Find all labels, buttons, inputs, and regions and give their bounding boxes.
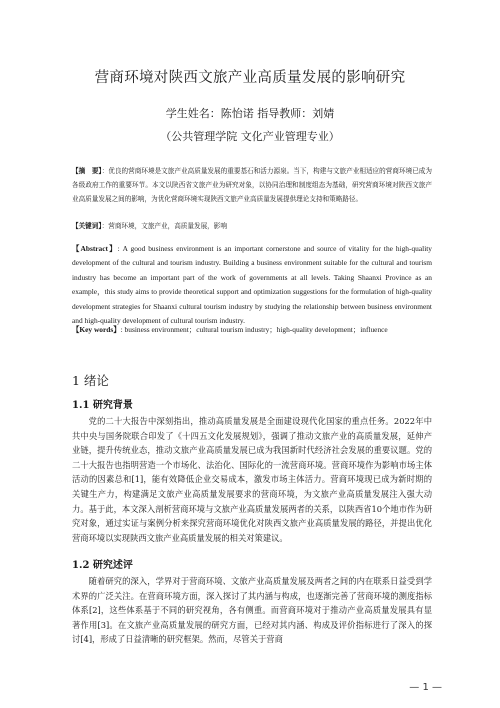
author-line: 学生姓名：陈怡诺 指导教师：刘婧: [165, 107, 335, 120]
keywords-cn-label: 【关键词】: [72, 222, 102, 230]
keywords-en-text: : business environment；cultural tourism industry；high-quality development；influence: [120, 325, 388, 334]
keywords-en-label: 【Key words】: [72, 325, 121, 334]
abstract-en-label: 【Abstract】: [72, 244, 118, 253]
section-1-1-body: [72, 414, 432, 545]
abstract-en-text: : A good business environment is an important cornerstone and source of vitality for the high-quality development of the cultural and tourism industry. Building a business environment suitable for the cultural and tourism industry has become an important part of the work of governments at all levels. Taking Shaanxi Province as an example，this study aims to provide theoretical support and optimization suggestions for the formulation of high-quality development strategies for Shaanxi cultural tourism industry by studying the relationship between business environment and high-quality development of cultural tourism industry.: [72, 244, 432, 326]
section-1-heading: 1 绪论: [72, 373, 109, 388]
section-1-2-body: [72, 574, 432, 647]
keywords-cn: [72, 219, 432, 233]
section-1-2-heading: 1.2 研究述评: [72, 560, 133, 571]
abstract-en: [72, 242, 432, 328]
section-1-2-paragraph: 随着研究的深入，学界对于营商环境、文旅产业高质量发展及两者之间的内在联系日益受到学术界的广泛关注。在营商环境方面，深入探讨了其内涵与构成，也逐渐完善了营商环境的测度指标体系[2]，这些体系基于不同的研究视角，各有侧重。而营商环境对于推动产业高质量发展具有显著作用[3]。在文旅产业高质量发展的研究方面，已经对其内涵、构成及评价指标进行了深入的探讨[4]，形成了日益清晰的研究框架。然而，尽管关于营商: [72, 576, 432, 645]
abstract-cn-label: 【摘 要】: [72, 167, 102, 175]
abstract-cn-text: ：优良的营商环境是文旅产业高质量发展的重要基石和活力源泉。当下，构建与文旅产业相适应的营商环境已成为各级政府工作的重要环节。本文以陕西省文旅产业为研究对象，以协同治理和制度组态为基础，研究营商环境对陕西文旅产业高质量发展之间的影响，为优化营商环境实现陕西文旅产业高质量发展提供理论支持和策略路径。: [72, 167, 433, 203]
section-1-1-paragraph: 党的二十大报告中深刻指出，推动高质量发展是全面建设现代化国家的重点任务。2022年中共中央与国务院联合印发了《十四五文化发展规划》，强调了推动文旅产业的高质量发展，延伸产业链，提升传统业态，推动文旅产业高质量发展已成为我国新时代经济社会发展的重要议题。党的二十大报告也指明营造一个市场化、法治化、国际化的一流营商环境。营商环境作为影响市场主体活动的因素总和[1]，能有效降低企业交易成本，激发市场主体活力。营商环境现已成为新时期的关键生产力，构建满足文旅产业高质量发展要求的营商环境，为文旅产业高质量发展注入强大动力。基于此，本文深入剖析营商环境与文旅产业高质量发展两者的关系，以陕西省10个地市作为研究对象，通过实证与案例分析来探究营商环境优化对陕西文旅产业高质量发展的路径，并提出优化营商环境以实现陕西文旅产业高质量发展的相关对策建议。: [72, 416, 432, 543]
page-number: — 1 —: [409, 682, 442, 693]
section-1-1-heading: 1.1 研究背景: [72, 400, 133, 411]
affiliation-line: （公共管理学院 文化产业管理专业）: [160, 130, 340, 143]
abstract-cn: [72, 164, 432, 206]
keywords-cn-text: ：营商环境，文旅产业，高质量发展，影响: [101, 222, 227, 230]
paper-title: 营商环境对陕西文旅产业高质量发展的影响研究: [94, 70, 406, 86]
keywords-en: [72, 323, 432, 337]
